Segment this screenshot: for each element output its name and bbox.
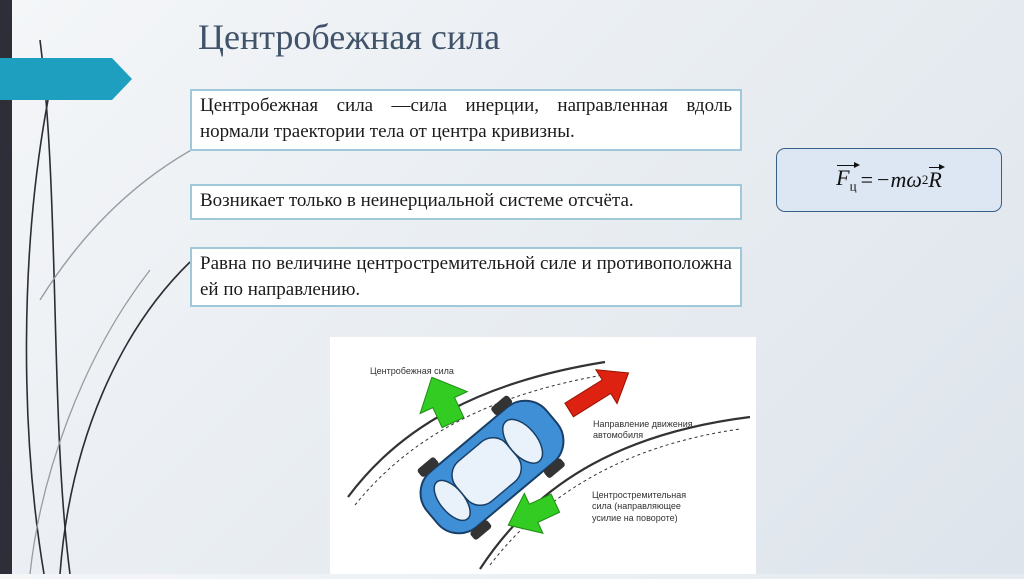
direction-arrow	[559, 356, 640, 427]
inertial-frame-box: Возникает только в неинерциальной системе отсчёта.	[190, 184, 742, 220]
slide-title: Центробежная сила	[198, 17, 501, 57]
equals-sign: =	[860, 167, 874, 192]
radius-vector	[928, 167, 941, 193]
radius-symbol: R	[928, 167, 942, 192]
force-vector	[836, 165, 856, 194]
accent-tab	[0, 58, 132, 100]
car-turn-figure	[330, 337, 756, 574]
force-subscript: ц	[849, 178, 857, 194]
omega-power: 2	[921, 172, 929, 187]
formula-box	[776, 148, 1002, 212]
definition-box: Центробежная сила —сила инерции, направленная вдоль нормали траектории тела от центра кривизны.	[190, 89, 742, 151]
mass-symbol: m	[890, 167, 907, 192]
label-centripetal-line1: Центростремительная	[592, 490, 687, 500]
force-symbol: F	[836, 165, 850, 191]
label-centripetal-line2: сила (направляющее	[592, 501, 681, 511]
minus-sign: −	[877, 167, 890, 192]
label-centrifugal: Центробежная сила	[370, 366, 454, 376]
label-direction-line2: автомобиля	[593, 430, 644, 440]
label-direction-line1: Направление движения	[593, 419, 693, 429]
omega-symbol: ω	[906, 167, 922, 192]
label-centripetal-line3: усилие на повороте)	[592, 513, 678, 523]
equal-magnitude-box: Равна по величине центростремительной силе и противоположна ей по направлению.	[190, 247, 742, 307]
